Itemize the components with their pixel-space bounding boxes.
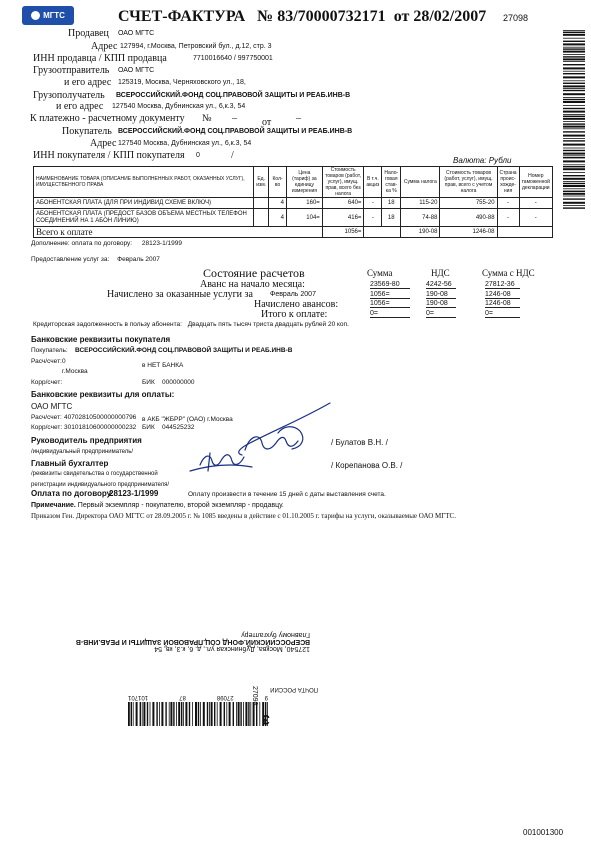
row-2-tax-rate: 18	[382, 209, 401, 227]
barcode-bar	[563, 58, 585, 60]
barcode-bar	[136, 702, 138, 726]
barcode-number: 27098	[216, 694, 234, 700]
barcode-bar	[165, 702, 166, 726]
number-label: №	[257, 8, 274, 25]
head-caption: /индивидуальный предприниматель/	[31, 449, 134, 455]
bank-buyer-title: Банковские реквизиты покупателя	[31, 335, 171, 344]
adv-charged-vat: 190-08	[426, 300, 456, 308]
buyer-inn-label: ИНН покупателя / КПП покупателя	[33, 150, 185, 161]
barcode-bar	[173, 702, 174, 726]
advance-vat: 4242-56	[426, 281, 456, 289]
payment-doc-from: от	[262, 117, 272, 128]
shipper-address: 125319, Москва, Черняховского ул., 18,	[118, 79, 246, 86]
barcode-bar	[563, 178, 585, 180]
envelope-line-2: ВСЕРОССИЙСКИЙ.ФОНД СОЦ.ПРАВОВОЙ ЗАЩИТЫ И РЕАБ.ИНВ-В	[75, 638, 310, 645]
bank-buyer-bik: 000000000	[162, 379, 195, 386]
col-header-excise: В т.ч. акциз	[364, 167, 382, 198]
barcode-bar	[563, 193, 585, 195]
service-period	[31, 256, 160, 263]
bank-buyer-account-label: Расч/счет:	[31, 358, 62, 365]
barcode-bar	[192, 702, 193, 726]
row-2-excise: -	[364, 209, 382, 227]
total-row	[34, 227, 553, 238]
shipper-value: ОАО МГТС	[118, 67, 155, 74]
credit-label: Кредиторская задолженность в пользу абонента:	[33, 321, 182, 328]
advance-sum: 23569-80	[370, 281, 410, 289]
signature-stroke	[239, 403, 330, 455]
buyer-address: 127540 Москва, Дубнинская ул., 6,к.3, 54	[118, 140, 252, 147]
barcode-bar	[563, 67, 585, 69]
barcode-bar	[563, 183, 585, 184]
barcode-bar	[156, 702, 157, 726]
head-name: / Булатов В.Н. /	[331, 438, 388, 447]
total-spacer	[364, 227, 401, 238]
consignee-address-label: и его адрес	[56, 101, 104, 112]
advance-label: Аванс на начало месяца:	[200, 279, 305, 290]
row-1-country: -	[497, 198, 519, 209]
barcode-bar	[563, 181, 585, 182]
envelope-big-digit: 3	[262, 712, 270, 728]
row-2-declaration: -	[519, 209, 552, 227]
bank-pay-bik-label: БИК	[142, 424, 155, 431]
barcode-bar	[563, 166, 585, 167]
currency-label: Валюта: Рубли	[453, 156, 512, 165]
barcode-bar	[170, 702, 172, 726]
barcode-bar	[563, 41, 585, 42]
barcode-bar	[161, 702, 163, 726]
row-1-qty: 4	[269, 198, 287, 209]
barcode-bar	[563, 48, 585, 49]
barcode-bar	[143, 702, 145, 726]
barcode-bar	[563, 61, 585, 62]
barcode-bar	[563, 71, 585, 72]
consignee-address: 127540 Москва, Дубнинская ул., 6,к.3, 54	[112, 103, 246, 110]
row-2-country: -	[497, 209, 519, 227]
row-2-total: 490-88	[440, 209, 497, 227]
barcode-bar	[183, 702, 184, 726]
total-tax: 190-08	[401, 227, 440, 238]
envelope-barcode	[128, 702, 268, 726]
barcode-bar	[131, 702, 132, 726]
col-header-declaration: Номер таможенной декларации	[519, 167, 552, 198]
barcode-bar	[563, 155, 585, 156]
barcode-bar	[563, 168, 585, 170]
barcode-bar	[563, 205, 585, 206]
to-pay-label: Итого к оплате:	[261, 309, 328, 320]
addendum-value: 28123-1/1999	[141, 240, 182, 247]
consignee-label: Грузополучатель	[33, 90, 105, 101]
header-code: 27098	[503, 13, 529, 23]
page-code: 001001300	[523, 828, 564, 837]
barcode-bar	[563, 207, 585, 208]
barcode-bar	[195, 702, 197, 726]
contract-label: Оплата по договору:	[31, 489, 114, 498]
row-1-tax-rate: 18	[382, 198, 401, 209]
barcode-number: 87	[179, 694, 186, 700]
envelope-line-1: 127540, Москва, Дубнинская ул., д. 6, к.3, кв. 54	[154, 645, 310, 652]
barcode-bar	[142, 702, 143, 726]
accountant-caption: /реквизиты свидетельства о государственной регистрации индивидуального предпринимателя/	[31, 471, 170, 488]
total-with-tax: 1246-08	[440, 227, 497, 238]
bank-pay-title: Банковские реквизиты для оплаты:	[31, 390, 175, 399]
barcode-bar	[152, 702, 154, 726]
envelope-side-code: 27098	[251, 686, 258, 706]
row-1-cost: 640=	[322, 198, 364, 209]
barcode-bar	[563, 56, 585, 57]
to-pay-sum-vat: 0=	[485, 310, 520, 318]
buyer-inn-slash: /	[231, 150, 234, 161]
charged-vat: 190-08	[426, 291, 456, 299]
barcode-bar	[563, 118, 585, 120]
payment-doc-dash2: –	[296, 113, 301, 124]
total-cost: 1056=	[322, 227, 364, 238]
barcode-bar	[563, 121, 585, 122]
barcode-bar	[169, 702, 170, 726]
barcode-bar	[203, 702, 205, 726]
seller-label: Продавец	[68, 28, 109, 39]
barcode-bar	[198, 702, 199, 726]
invoice-date: 28/02/2007	[413, 8, 487, 25]
charged-sum-vat: 1246-08	[485, 291, 520, 299]
row-2-cost: 416=	[322, 209, 364, 227]
signature-stroke	[190, 465, 252, 471]
barcode-bar	[563, 93, 585, 95]
adv-charged-label: Начислено авансов:	[254, 299, 339, 310]
table-row	[34, 209, 553, 227]
addendum-label: Дополнение: оплата по договору:	[31, 240, 133, 247]
barcode-bar	[563, 111, 585, 113]
logo-text: МГТС	[43, 11, 65, 20]
row-2-tax-sum: 74-88	[401, 209, 440, 227]
barcode-bar	[563, 34, 585, 36]
settlement-title: Состояние расчетов	[203, 266, 305, 280]
barcode-bar	[236, 702, 237, 726]
barcode-bar	[563, 114, 585, 115]
date-label: от	[393, 8, 410, 25]
bank-pay-corr: 30101810600000000232	[64, 424, 137, 431]
row-1-name: АБОНЕНТСКАЯ ПЛАТА (ДЛЯ ПРИ ИНДИВИД СХЕМЕ ВКЛЮЧ)	[34, 198, 254, 209]
barcode-bar	[150, 702, 151, 726]
bank-buyer-account: 0	[62, 358, 66, 365]
charged-label: Начислено за оказанные услуги за	[107, 289, 253, 300]
row-2-name: АБОНЕНТСКАЯ ПЛАТА (ПРЕДОСТ БАЗОВ ОБЪЕМА МЕСТНЫХ ТЕЛЕФОН СОЕДИНЕНИЙ НА 1 АБОН ЛИНИЮ)	[34, 209, 254, 227]
seller-address: 127994, г.Москва, Петровский бул., д.12, стр. 3	[120, 43, 272, 50]
barcode-bar	[250, 702, 251, 726]
barcode-bar	[563, 185, 585, 187]
side-barcode	[563, 30, 585, 210]
table-row	[34, 198, 553, 209]
barcode-bar	[147, 702, 148, 726]
barcode-bar	[256, 702, 257, 726]
invoice-title	[118, 8, 486, 26]
barcode-bar	[229, 702, 231, 726]
barcode-bar	[563, 101, 585, 103]
buyer-value: ВСЕРОССИЙСКИЙ.ФОНД СОЦ.ПРАВОВОЙ ЗАЩИТЫ И РЕАБ.ИНВ-В	[118, 128, 353, 135]
barcode-bar	[563, 164, 585, 165]
barcode-bar	[253, 702, 255, 726]
barcode-bar	[563, 116, 585, 117]
barcode-bar	[563, 73, 585, 74]
row-2-price: 104=	[287, 209, 323, 227]
col-header-qty: Кол- во	[269, 167, 287, 198]
payment-doc-dash1: –	[232, 113, 237, 124]
signature-stroke	[245, 437, 298, 450]
barcode-bar	[200, 702, 201, 726]
barcode-bar	[563, 160, 585, 162]
head-label: Руководитель предприятия	[31, 436, 142, 445]
barcode-bar	[243, 702, 244, 726]
col-header-unit: Ед. изм.	[254, 167, 269, 198]
barcode-bar	[181, 702, 182, 726]
barcode-bar	[563, 83, 585, 84]
buyer-inn: 0	[196, 152, 200, 159]
settlement-col-sum-vat: Сумма с НДС	[482, 268, 535, 278]
bank-buyer-corr-label: Корр/счет:	[31, 379, 63, 386]
barcode-bar	[563, 85, 585, 87]
barcode-bar	[563, 135, 585, 137]
barcode-number: 9	[264, 694, 268, 700]
barcode-bar	[207, 702, 208, 726]
to-pay-sum: 0=	[370, 310, 410, 318]
barcode-bar	[563, 51, 585, 53]
barcode-bar	[563, 126, 585, 128]
bank-pay-company: ОАО МГТС	[31, 402, 73, 411]
barcode-bar	[563, 202, 585, 204]
contract-note: Оплату произвести в течение 15 дней с даты выставления счета.	[188, 491, 386, 498]
col-header-tax-rate: Нало- говая став- ка %	[382, 167, 401, 198]
envelope-barcode-block	[118, 682, 318, 726]
credit-line	[33, 321, 349, 328]
barcode-bar	[563, 131, 585, 132]
shipper-address-label: и его адрес	[64, 77, 112, 88]
row-1-excise: -	[364, 198, 382, 209]
buyer-address-label: Адрес	[90, 138, 117, 149]
remark	[31, 502, 284, 509]
barcode-bar	[224, 702, 225, 726]
barcode-bar	[563, 196, 585, 197]
barcode-bar	[248, 702, 249, 726]
barcode-bar	[563, 191, 585, 192]
addendum	[31, 240, 182, 247]
bank-buyer-name: ВСЕРОССИЙСКИЙ.ФОНД СОЦ.ПРАВОВОЙ ЗАЩИТЫ И РЕАБ.ИНВ-В	[75, 347, 293, 354]
barcode-bar	[176, 702, 177, 726]
remark-label: Примечание.	[31, 502, 76, 509]
barcode-bar	[240, 702, 241, 726]
seller-address-label: Адрес	[91, 41, 118, 52]
barcode-bar	[563, 54, 585, 55]
barcode-bar	[563, 128, 585, 129]
barcode-bar	[563, 188, 585, 189]
settlement-col-sum: Сумма	[367, 268, 393, 278]
order-text: Приказом Ген. Директора ОАО МГТС от 28.09.2005 г. № 1085 введены в действие с 01.10.2005 г. тарифы на услуги, оказываемые ОАО МГТС.	[31, 512, 456, 520]
adv-charged-sum: 1056=	[370, 300, 410, 308]
goods-header-row	[34, 167, 553, 198]
barcode-bar	[214, 702, 215, 726]
settlement-col-vat: НДС	[431, 268, 450, 278]
barcode-bar	[563, 157, 585, 158]
barcode-bar	[159, 702, 160, 726]
credit-value: Двадцать пять тысяч триста двадцать рублей 20 коп.	[187, 321, 349, 328]
payment-doc-no: №	[202, 113, 212, 124]
barcode-bar	[128, 702, 130, 726]
signature-stroke	[200, 455, 244, 466]
barcode-bar	[563, 153, 585, 155]
bank-pay-bik: 044525232	[162, 424, 195, 431]
row-1-price: 160=	[287, 198, 323, 209]
bank-pay-bank: в АКБ "ЖБРР" (ОАО) г.Москва	[142, 416, 233, 423]
barcode-bar	[211, 702, 213, 726]
row-1-total: 755-20	[440, 198, 497, 209]
row-2-qty: 4	[269, 209, 287, 227]
col-header-cost: Стоимость товаров (работ, услуг), имущ. прав, всего без налога	[322, 167, 364, 198]
advance-sum-vat: 27812-36	[485, 281, 520, 289]
barcode-bar	[238, 702, 240, 726]
barcode-bar	[563, 32, 585, 33]
signature-scribbles	[180, 395, 340, 480]
seller-value: ОАО МГТС	[118, 30, 155, 37]
barcode-bar	[563, 90, 585, 91]
goods-table	[33, 166, 553, 238]
total-label: Всего к оплате	[34, 227, 323, 238]
barcode-bar	[209, 702, 210, 726]
bank-buyer-city: г.Москва	[62, 368, 88, 375]
barcode-bar	[185, 702, 187, 726]
row-1-unit	[254, 198, 269, 209]
barcode-bar	[563, 105, 585, 106]
bank-buyer-bank: в НЕТ БАНКА	[142, 362, 184, 369]
barcode-bar	[563, 172, 585, 173]
col-header-tax-sum: Сумма налога	[401, 167, 440, 198]
bank-pay-account: 40702810500000000796	[64, 414, 137, 421]
barcode-bar	[140, 702, 141, 726]
title-text: СЧЕТ-ФАКТУРА	[118, 8, 246, 25]
buyer-label: Покупатель	[62, 126, 112, 137]
service-period-value: Февраль 2007	[117, 256, 160, 263]
barcode-bar	[563, 38, 585, 39]
barcode-bar	[259, 702, 260, 726]
invoice-number: 83/70000732171	[277, 8, 386, 25]
charged-sum: 1056=	[370, 291, 410, 299]
barcode-bar	[563, 108, 585, 109]
barcode-bar	[563, 138, 585, 139]
barcode-bar	[189, 702, 190, 726]
barcode-bar	[245, 702, 247, 726]
barcode-bar	[563, 148, 585, 149]
bank-pay-corr-label: Корр/счет:	[31, 424, 63, 431]
accountant-label: Главный бухгалтер	[31, 459, 109, 468]
barcode-bar	[563, 175, 585, 176]
seller-inn-label: ИНН продавца / КПП продавца	[33, 53, 167, 64]
barcode-bar	[563, 80, 585, 81]
barcode-bar	[563, 76, 585, 78]
barcode-bar	[563, 88, 585, 89]
bank-pay-account-label: Расч/счет:	[31, 414, 62, 421]
remark-value: Первый экземпляр - покупателю, второй экземпляр - продавцу.	[77, 502, 284, 509]
barcode-number: 101701	[128, 694, 149, 700]
seller-inn: 7710016640 / 997750001	[193, 55, 273, 62]
logo-mark-icon	[31, 11, 40, 20]
barcode-bar	[563, 43, 585, 45]
adv-charged-sum-vat: 1246-08	[485, 300, 520, 308]
consignee-value: ВСЕРОССИЙСКИЙ.ФОНД СОЦ.ПРАВОВОЙ ЗАЩИТЫ И РЕАБ.ИНВ-В	[116, 92, 351, 99]
barcode-bar	[226, 702, 227, 726]
row-1-tax-sum: 115-20	[401, 198, 440, 209]
col-header-name: НАИМЕНОВАНИЕ ТОВАРА (ОПИСАНИЕ ВЫПОЛНЕННЫХ РАБОТ, ОКАЗАННЫХ УСЛУГ), ИМУЩЕСТВЕННОГО ПРАВА	[34, 167, 254, 198]
col-header-price: Цена (тариф) за единицу измерения	[287, 167, 323, 198]
envelope-barcode-numbers	[128, 694, 268, 700]
service-period-label: Предоставление услуг за:	[31, 256, 110, 263]
row-2-unit	[254, 209, 269, 227]
barcode-bar	[563, 30, 585, 31]
shipper-label: Грузоотправитель	[33, 65, 110, 76]
barcode-bar	[563, 97, 585, 98]
barcode-bar	[178, 702, 180, 726]
payment-doc-label: К платежно - расчетному документу	[30, 113, 185, 124]
col-header-country: Страна проис- хожде- ния	[497, 167, 519, 198]
barcode-bar	[563, 198, 585, 199]
barcode-bar	[563, 47, 585, 48]
row-1-declaration: -	[519, 198, 552, 209]
accountant-name: / Корепанова О.В. /	[331, 461, 403, 470]
envelope-address	[75, 604, 310, 652]
bank-buyer-bik-label: БИК	[142, 379, 155, 386]
envelope-post-label: ПОЧТА РОССИИ	[270, 686, 318, 692]
total-spacer-2	[497, 227, 552, 238]
col-header-total: Стоимость товаров (работ, услуг), имущ. прав, всего с учетом налога	[440, 167, 497, 198]
contract-value: 28123-1/1999	[109, 489, 159, 498]
barcode-bar	[220, 702, 222, 726]
to-pay-vat: 0=	[426, 310, 456, 318]
envelope-line-3: Главному бухгалтеру	[241, 631, 310, 638]
barcode-bar	[563, 64, 585, 65]
charged-period: Февраль 2007	[270, 291, 316, 298]
barcode-bar	[563, 144, 585, 146]
barcode-bar	[133, 702, 134, 726]
barcode-bar	[217, 702, 218, 726]
barcode-bar	[563, 123, 585, 124]
mgts-logo	[22, 6, 74, 25]
barcode-bar	[563, 140, 585, 141]
barcode-bar	[563, 150, 585, 151]
bank-buyer-label: Покупатель:	[31, 347, 68, 354]
barcode-bar	[563, 99, 585, 100]
barcode-bar	[233, 702, 234, 726]
